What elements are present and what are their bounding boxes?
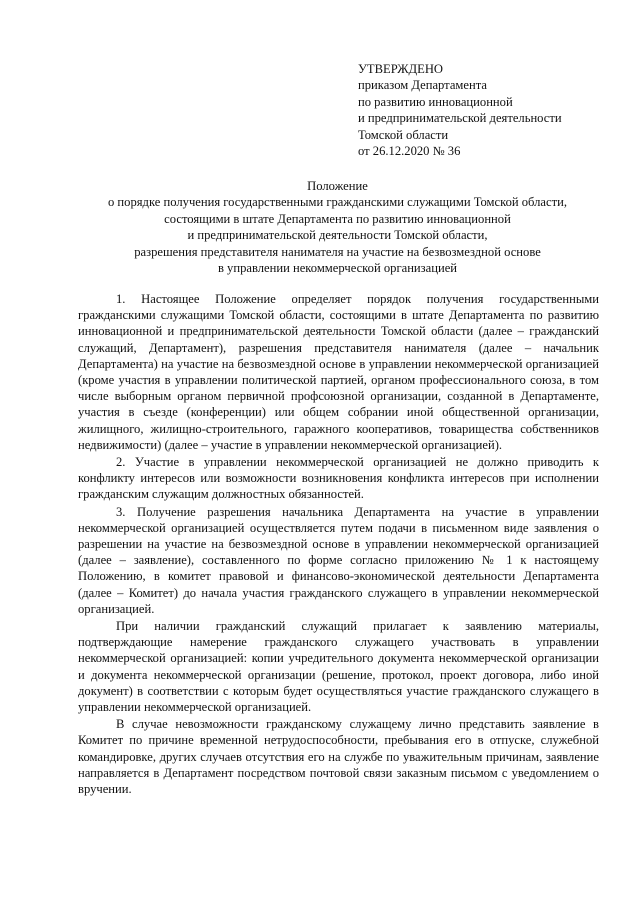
paragraph-attachments: При наличии гражданский служащий прилагает к заявлению материалы, подтверждающие намерение гражданского служащего участвовать в управлении некоммерческой организацией: копии учредительного документа некоммерческой организации и документа некоммерческой организации (решение, протокол, проект договора, либо иной документ) в соответствии с которым будет осуществляться участие гражданского служащего в управлении некоммерческой организацией. [78, 619, 599, 715]
paragraph-2: 2. Участие в управлении некоммерческой организацией не должно приводить к конфликту интересов или возможности возникновения конфликта интересов при исполнении гражданским служащим должностных обязанностей. [78, 455, 599, 502]
approval-heading: УТВЕРЖДЕНО [358, 62, 444, 76]
title-line: разрешения представителя нанимателя на участие на безвозмездной основе [134, 244, 541, 259]
approval-line: приказом Департамента [358, 78, 487, 93]
approval-line: по развитию инновационной [358, 94, 513, 109]
document-title [60, 178, 615, 276]
title-line: о порядке получения государственными гражданскими служащими Томской области, [107, 195, 567, 210]
approval-line: Томской области [358, 127, 449, 142]
approval-date: от 26.12.2020 № 36 [358, 144, 461, 159]
approval-stamp [358, 61, 562, 159]
title-line: состоящими в штате Департамента по развитию инновационной [164, 211, 511, 226]
title-heading: Положение [307, 179, 368, 193]
approval-line: и предпринимательской деятельности [358, 111, 562, 126]
paragraph-postal: В случае невозможности гражданскому служащему лично представить заявление в Комитет по причине временной нетрудоспособности, пребывания его в отпуске, служебной командировке, других случаев отсутствия его на службе по уважительным причинам, заявление направляется в Департамент посредством почтовой связи заказным письмом с уведомлением о вручении. [78, 717, 599, 797]
title-line: и предпринимательской деятельности Томской области, [187, 228, 488, 243]
paragraph-3: 3. Получение разрешения начальника Департамента на участие в управлении некоммерческой организацией осуществляется путем подачи в письменном виде заявления о разрешении на участие на безвозмездной основе в управлении некоммерческой организацией (далее – заявление), составленного по форме согласно приложению № 1 к настоящему Положению, в комитет правовой и финансово-экономической деятельности Департамента (далее – Комитет) до начала участия гражданского служащего в управлении некоммерческой организацией. [78, 504, 599, 616]
document-body [78, 291, 599, 797]
title-line: в управлении некоммерческой организацией [217, 261, 458, 276]
paragraph-1: 1. Настоящее Положение определяет порядок получения государственными гражданскими служащими Томской области, состоящими в штате Департамента по развитию инновационной и предпринимательской деятельности Томской области (далее – гражданский служащий, Департамент), разрешения представителя нанимателя (далее – начальник Департамента) на участие на безвозмездной основе в управлении некоммерческой организацией (кроме участия в управлении политической партией, органом профессионального союза, в том числе выборным органом первичной профсоюзной организации, созданной в Департаменте, участия в съезде (конференции) или общем собрании иной общественной организации, жилищного, жилищно-строительного, гаражного кооперативов, товарищества собственников недвижимости) (далее – участие в управлении некоммерческой организацией). [78, 292, 599, 452]
